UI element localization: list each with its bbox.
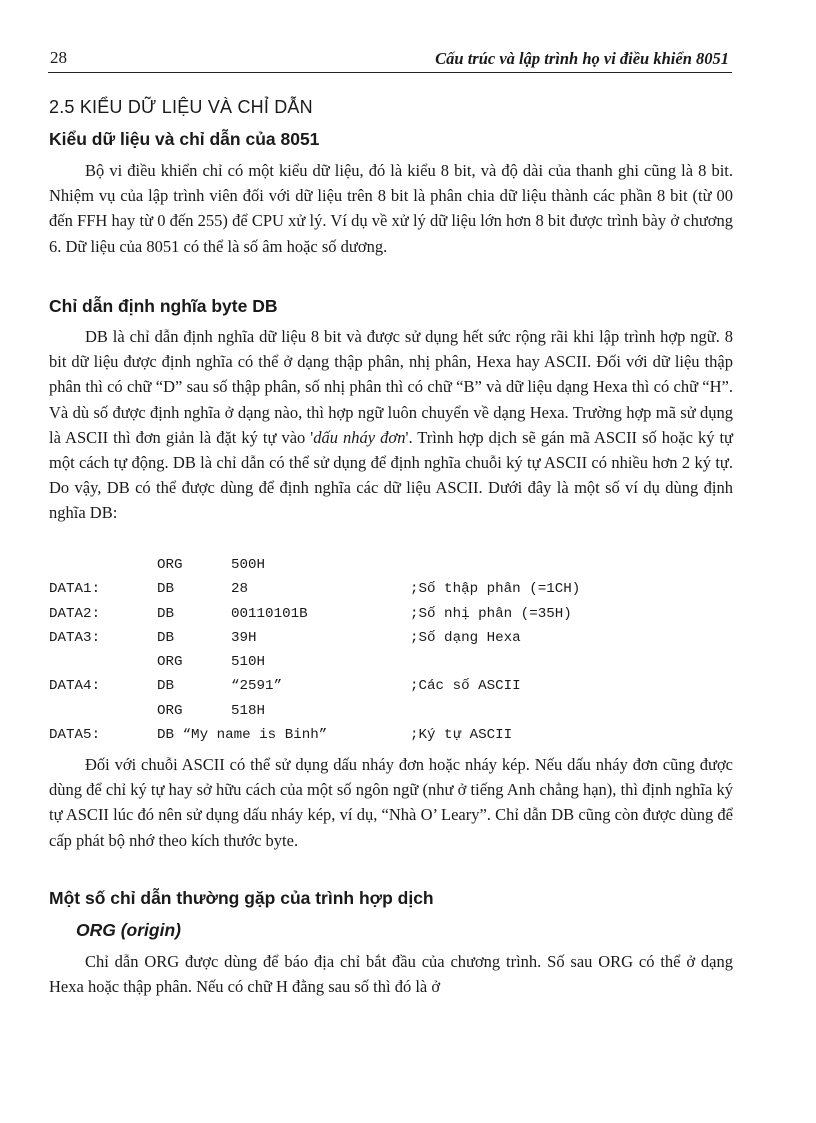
code-label: DATA5: xyxy=(49,727,101,744)
code-label: DATA4: xyxy=(49,678,101,695)
code-comment: ;Các số ASCII xyxy=(410,678,521,695)
code-comment: ;Số nhị phân (=35H) xyxy=(410,605,572,622)
paragraph-db-directive xyxy=(49,324,733,526)
code-label: DATA2: xyxy=(49,605,101,622)
para-db-text-2: '. Trình hợp dịch sẽ gán mã ASCII số hoặc ký tự một cách tự động. DB là chỉ dẫn có thể sử dụng để định nghĩa chuỗi ký tự ASCII có nhiều hơn 2 ký tự. Do vậy, DB có thể được dùng để định nghĩa các dữ liệu ASCII. Dưới đây là một số ví dụ dùng định nghĩa DB: xyxy=(49,427,733,523)
code-arg: 00110101B xyxy=(231,605,308,622)
code-op: DB xyxy=(157,581,175,598)
code-op: DB xyxy=(157,605,175,622)
code-line xyxy=(49,674,733,698)
code-op: DB xyxy=(157,678,175,695)
code-arg: 518H xyxy=(231,702,266,719)
code-comment: ;Số thập phân (=1CH) xyxy=(410,581,581,598)
code-label: DATA3: xyxy=(49,629,101,646)
subheading-db-directive: Chỉ dẫn định nghĩa byte DB xyxy=(49,296,278,316)
code-line xyxy=(49,577,733,601)
section-title: 2.5 KIỂU DỮ LIỆU VÀ CHỈ DẪN xyxy=(49,97,313,117)
code-op: ORG xyxy=(157,557,183,573)
subheading-common-directives: Một số chỉ dẫn thường gặp của trình hợp dịch xyxy=(49,888,434,908)
subheading-data-types: Kiểu dữ liệu và chỉ dẫn của 8051 xyxy=(49,129,320,149)
paragraph-ascii-strings: Đối với chuỗi ASCII có thể sử dụng dấu nháy đơn hoặc nháy kép. Nếu dấu nháy đơn cũng được dùng để chỉ ký tự hay sở hữu cách của một số ngôn ngữ (như ở tiếng Anh chẳng hạn), thì định nghĩa ký tự ASCII lúc đó nên sử dụng dấu nháy kép, ví dụ, “Nhà O’ Leary”. Chỉ dẫn DB cũng còn được dùng để cấp phát bộ nhớ theo kích thước byte. xyxy=(49,755,733,850)
code-line xyxy=(49,699,733,723)
code-arg: 500H xyxy=(231,557,266,573)
code-op: ORG xyxy=(157,702,183,719)
code-op: ORG xyxy=(157,654,183,671)
paragraph-data-types: Bộ vi điều khiển chỉ có một kiểu dữ liệu, đó là kiểu 8 bit, và độ dài của thanh ghi cũng là 8 bit. Nhiệm vụ của lập trình viên đối với dữ liệu trên 8 bit là phân chia dữ liệu thành các phần 8 bit (từ 00 đến FFH hay từ 0 đến 255) để CPU xử lý. Ví dụ về xử lý dữ liệu lớn hơn 8 bit được trình bày ở chương 6. Dữ liệu của 8051 có thể là số âm hoặc số dương. xyxy=(49,161,733,256)
code-arg: “2591” xyxy=(231,678,283,695)
subheading-org: ORG (origin) xyxy=(76,920,181,940)
running-header-title: Cấu trúc và lập trình họ vi điều khiển 8051 xyxy=(435,49,729,68)
para-db-italic-phrase: dấu nháy đơn xyxy=(313,427,406,447)
header-rule xyxy=(48,72,732,73)
code-arg: 28 xyxy=(231,581,249,598)
code-line xyxy=(49,723,733,747)
code-comment: ;Ký tự ASCII xyxy=(410,727,513,744)
code-line xyxy=(49,602,733,626)
code-arg: 510H xyxy=(231,654,266,671)
code-comment: ;Số dạng Hexa xyxy=(410,629,521,646)
para-db-text-1: DB là chỉ dẫn định nghĩa dữ liệu 8 bit và được sử dụng hết sức rộng rãi khi lập trình hợp ngữ. 8 bit dữ liệu được định nghĩa có thể ở dạng thập phân, nhị phân, Hexa hay ASCII. Đối với dữ liệu thập phân thì có chữ “D” sau số thập phân, số nhị phân thì có chữ “B” và dữ liệu dạng Hexa thì có chữ “H”. Và dù số được định nghĩa ở dạng nào, thì hợp ngữ luôn chuyển về dạng Hexa. Trường hợp mã sử dụng là ASCII thì đơn giản là đặt ký tự vào ' xyxy=(49,327,733,447)
code-line xyxy=(49,626,733,650)
paragraph-org: Chỉ dẫn ORG được dùng để báo địa chỉ bắt đầu của chương trình. Số sau ORG có thể ở dạng Hexa hoặc thập phân. Nếu có chữ H đằng sau số thì đó là ở xyxy=(49,952,733,997)
page-number: 28 xyxy=(50,48,67,67)
code-line xyxy=(49,553,733,577)
code-arg: 39H xyxy=(231,629,257,646)
code-op: DB xyxy=(157,629,175,646)
code-instruction: DB “My name is Binh” xyxy=(157,727,328,744)
code-example xyxy=(49,553,733,747)
code-label: DATA1: xyxy=(49,581,101,598)
code-line xyxy=(49,650,733,674)
